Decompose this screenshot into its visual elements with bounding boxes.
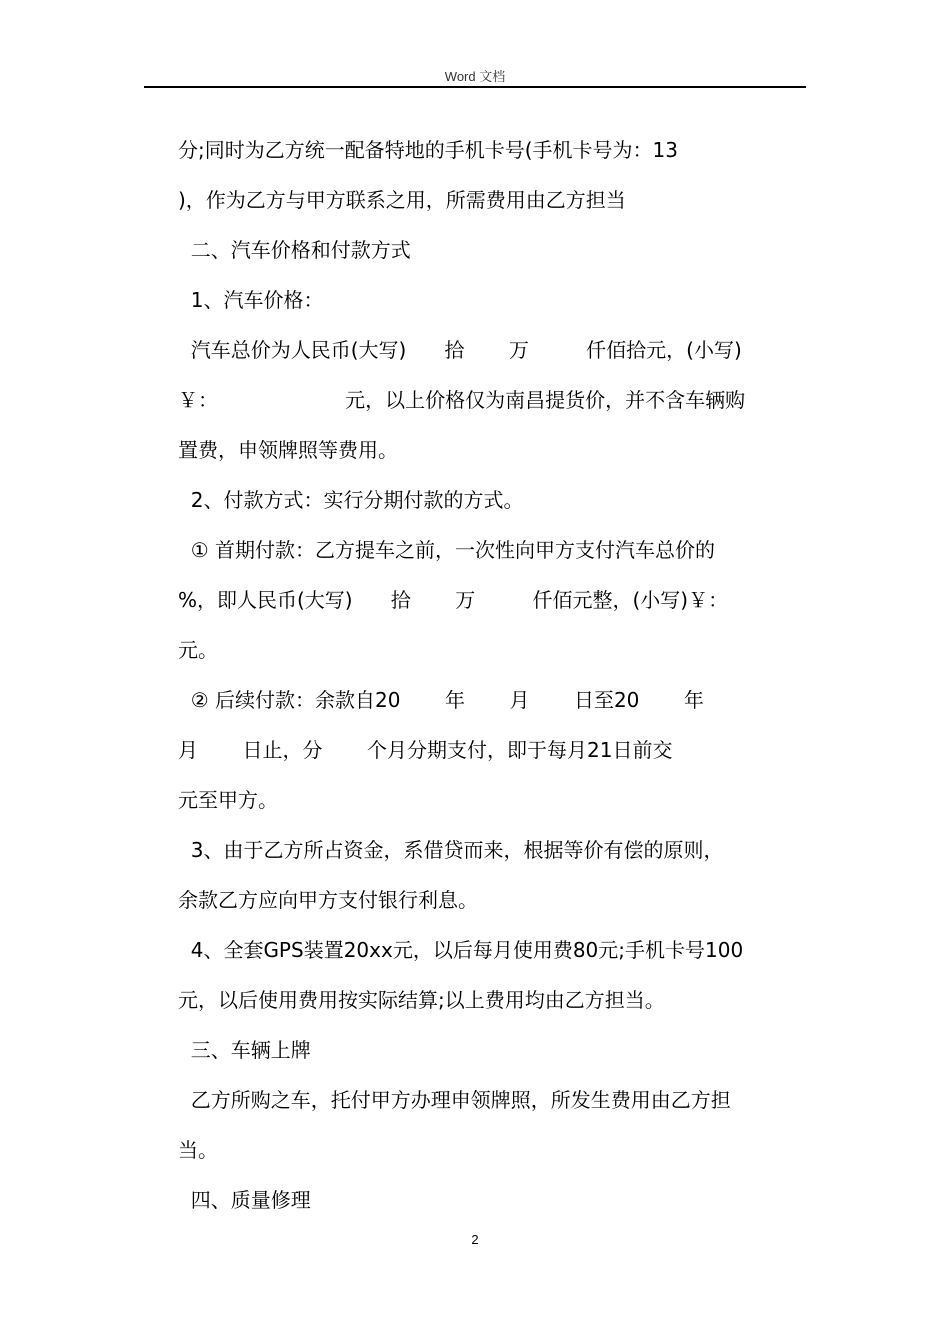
section-heading: 四、质量修理 bbox=[178, 1188, 311, 1212]
section-heading: 二、汽车价格和付款方式 bbox=[178, 238, 411, 262]
section-heading: 三、车辆上牌 bbox=[178, 1038, 311, 1062]
text-line: 1、汽车价格： bbox=[178, 288, 324, 312]
text-line: 月 日止，分 个月分期支付，即于每月21日前交 bbox=[178, 738, 673, 762]
text-line: 乙方所购之车，托付甲方办理申领牌照，所发生费用由乙方担 bbox=[178, 1088, 731, 1112]
text-line: ② 后续付款：余款自20 年 月 日至20 年 bbox=[178, 688, 704, 712]
text-line: )，作为乙方与甲方联系之用，所需费用由乙方担当 bbox=[178, 188, 626, 212]
header-rule bbox=[144, 86, 806, 88]
text-line: 分;同时为乙方统一配备特地的手机卡号(手机卡号为：13 bbox=[178, 138, 678, 162]
text-line: 2、付款方式：实行分期付款的方式。 bbox=[178, 488, 524, 512]
text-line: 4、全套GPS装置20xx元，以后每月使用费80元;手机卡号100 bbox=[178, 938, 744, 962]
text-line: ￥： 元，以上价格仅为南昌提货价，并不含车辆购 bbox=[178, 388, 746, 412]
text-line: 当。 bbox=[178, 1138, 218, 1162]
document-body bbox=[178, 132, 808, 1232]
page-header: Word 文档 bbox=[444, 69, 506, 84]
text-line: 元。 bbox=[178, 638, 218, 662]
text-line: 元，以后使用费用按实际结算;以上费用均由乙方担当。 bbox=[178, 988, 665, 1012]
text-line: %，即人民币(大写) 拾 万 仟佰元整，(小写)￥： bbox=[178, 588, 729, 612]
text-line: 元至甲方。 bbox=[178, 788, 278, 812]
text-line: ① 首期付款：乙方提车之前，一次性向甲方支付汽车总价的 bbox=[178, 538, 716, 562]
page-number: 2 bbox=[471, 1232, 479, 1247]
text-line: 余款乙方应向甲方支付银行利息。 bbox=[178, 888, 478, 912]
text-line: 3、由于乙方所占资金，系借贷而来，根据等价有偿的原则， bbox=[178, 838, 724, 862]
text-line: 汽车总价为人民币(大写) 拾 万 仟佰拾元，(小写) bbox=[178, 338, 742, 362]
text-line: 置费，申领牌照等费用。 bbox=[178, 438, 398, 462]
